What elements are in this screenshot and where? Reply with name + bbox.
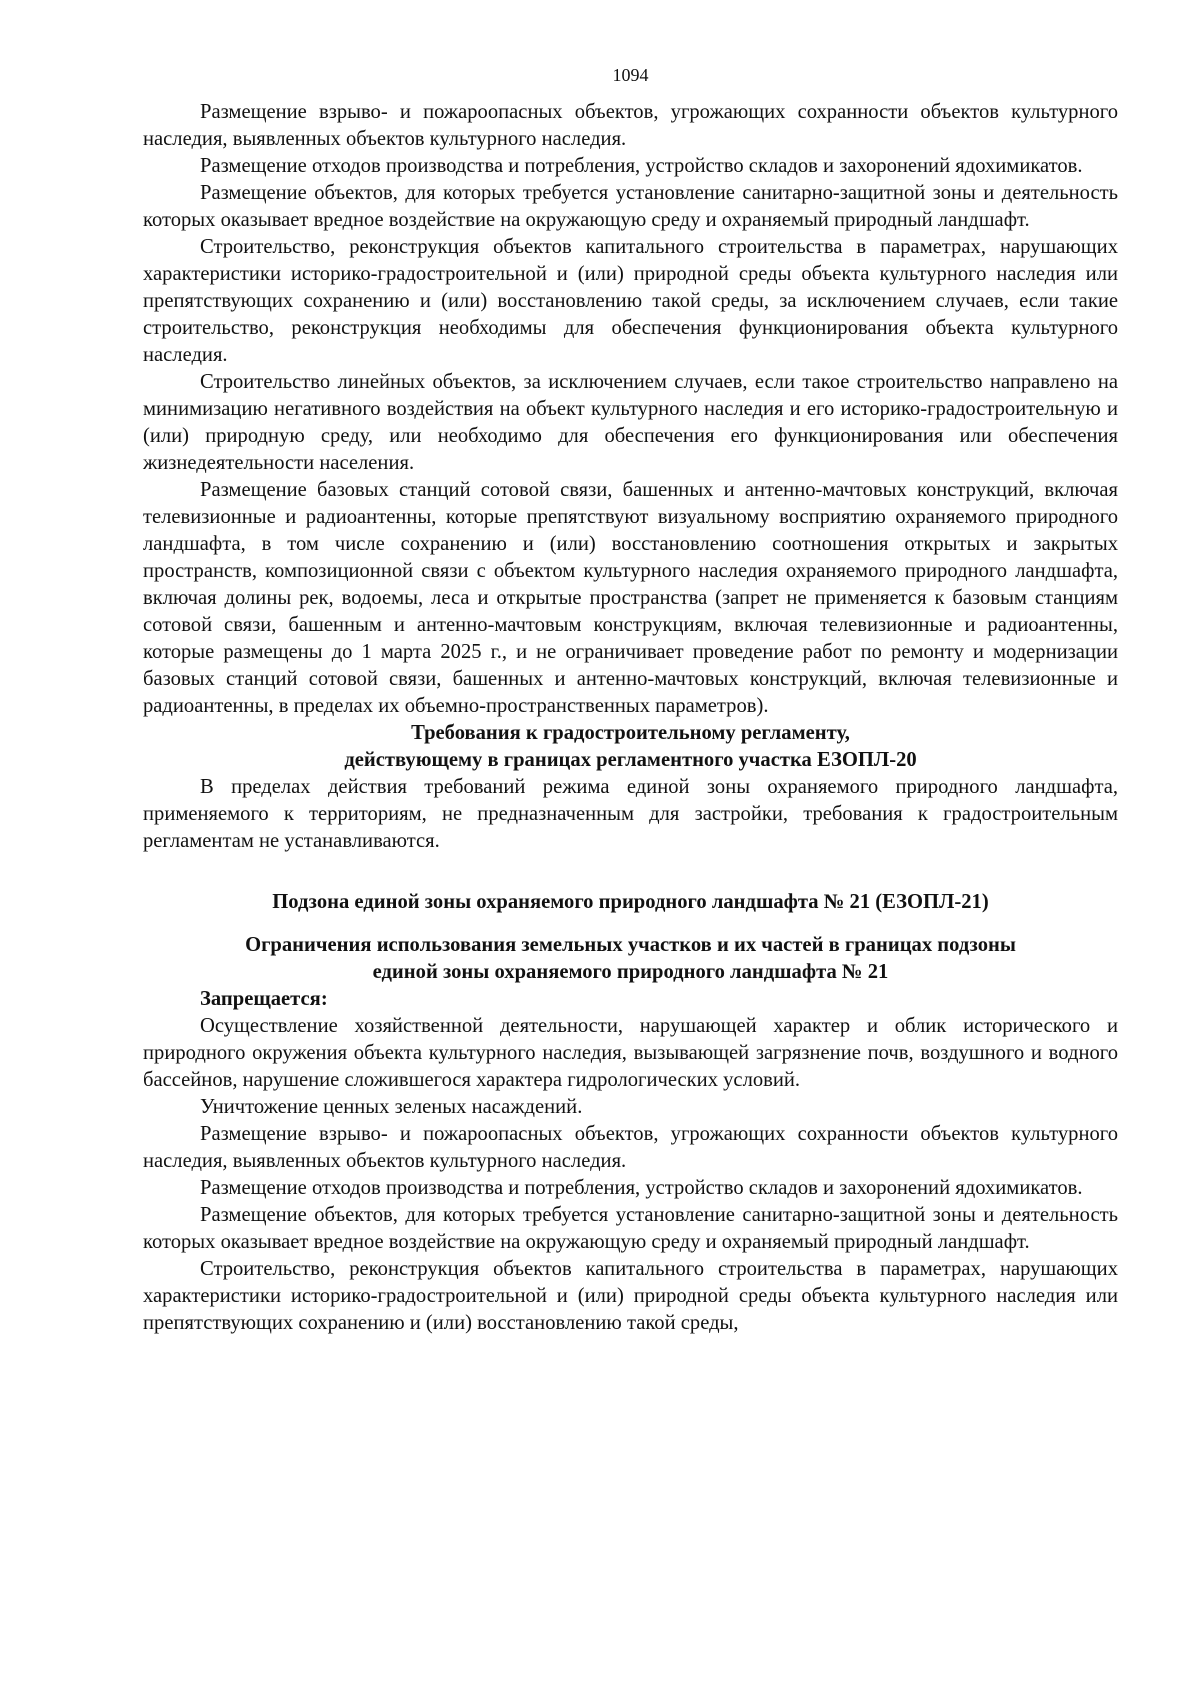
paragraph: Размещение объектов, для которых требуется установление санитарно-защитной зоны и деятельность которых оказывает вредное воздействие на окружающую среду и охраняемый природный ландшафт.	[143, 1204, 1118, 1253]
paragraph: Размещение отходов производства и потребления, устройство складов и захоронений ядохимикатов.	[200, 1177, 1083, 1199]
paragraph: Строительство линейных объектов, за исключением случаев, если такое строительство направлено на минимизацию негативного воздействия на объект культурного наследия и его историко-градостроительную и (или) природную среду, или необходимо для обеспечения его функционирования или обеспечения жизнедеятельности населения.	[143, 371, 1118, 474]
heading-line: Ограничения использования земельных участков и их частей в границах подзоны	[245, 934, 1016, 956]
paragraph: Размещение объектов, для которых требуется установление санитарно-защитной зоны и деятельность которых оказывает вредное воздействие на окружающую среду и охраняемый природный ландшафт.	[143, 182, 1118, 231]
paragraph: Осуществление хозяйственной деятельности, нарушающей характер и облик исторического и природного окружения объекта культурного наследия, вызывающей загрязнение почв, воздушного и водного бассейнов, нарушение сложившегося характера гидрологических условий.	[143, 1015, 1118, 1091]
regulation-heading	[143, 720, 1118, 774]
paragraph: Строительство, реконструкция объектов капитального строительства в параметрах, нарушающих характеристики историко-градостроительной и (или) природной среды объекта культурного наследия или препятствующих сохранению и (или) восстановлению такой среды,	[143, 1258, 1118, 1334]
prohibited-label: Запрещается:	[200, 988, 328, 1010]
page-number: 1094	[612, 65, 649, 85]
paragraph: Строительство, реконструкция объектов капитального строительства в параметрах, нарушающих характеристики историко-градостроительной и (или) природной среды объекта культурного наследия или препятствующих сохранению и (или) восстановлению такой среды, за исключением случаев, если такие строительство, реконструкция необходимы для обеспечения функционирования объекта культурного наследия.	[143, 236, 1118, 366]
paragraph: Уничтожение ценных зеленых насаждений.	[200, 1096, 583, 1118]
paragraph: В пределах действия требований режима единой зоны охраняемого природного ландшафта, применяемого к территориям, не предназначенным для застройки, требования к градостроительным регламентам не устанавливаются.	[143, 776, 1118, 852]
restrictions-heading	[143, 932, 1118, 986]
paragraph: Размещение взрыво- и пожароопасных объектов, угрожающих сохранности объектов культурного наследия, выявленных объектов культурного наследия.	[143, 101, 1118, 150]
heading-line: единой зоны охраняемого природного ландшафта № 21	[372, 961, 889, 983]
heading-line: действующему в границах регламентного участка ЕЗОПЛ-20	[344, 749, 917, 771]
subzone-heading: Подзона единой зоны охраняемого природного ландшафта № 21 (ЕЗОПЛ-21)	[272, 891, 989, 913]
heading-line: Требования к градостроительному регламенту,	[411, 722, 850, 744]
paragraph: Размещение отходов производства и потребления, устройство складов и захоронений ядохимикатов.	[200, 155, 1083, 177]
paragraph: Размещение базовых станций сотовой связи, башенных и антенно-мачтовых конструкций, включая телевизионные и радиоантенны, которые препятствуют визуальному восприятию охраняемого природного ландшафта, в том числе сохранению и (или) восстановлению соотношения открытых и закрытых пространств, композиционной связи с объектом культурного наследия охраняемого природного ландшафта, включая долины рек, водоемы, леса и открытые пространства (запрет не применяется к базовым станциям сотовой связи, башенным и антенно-мачтовым конструкциям, включая телевизионные и радиоантенны, которые размещены до 1 марта 2025 г., и не ограничивает проведение работ по ремонту и модернизации базовых станций сотовой связи, башенных и антенно-мачтовых конструкций, включая телевизионные и радиоантенны, в пределах их объемно-пространственных параметров).	[143, 479, 1118, 717]
paragraph: Размещение взрыво- и пожароопасных объектов, угрожающих сохранности объектов культурного наследия, выявленных объектов культурного наследия.	[143, 1123, 1118, 1172]
